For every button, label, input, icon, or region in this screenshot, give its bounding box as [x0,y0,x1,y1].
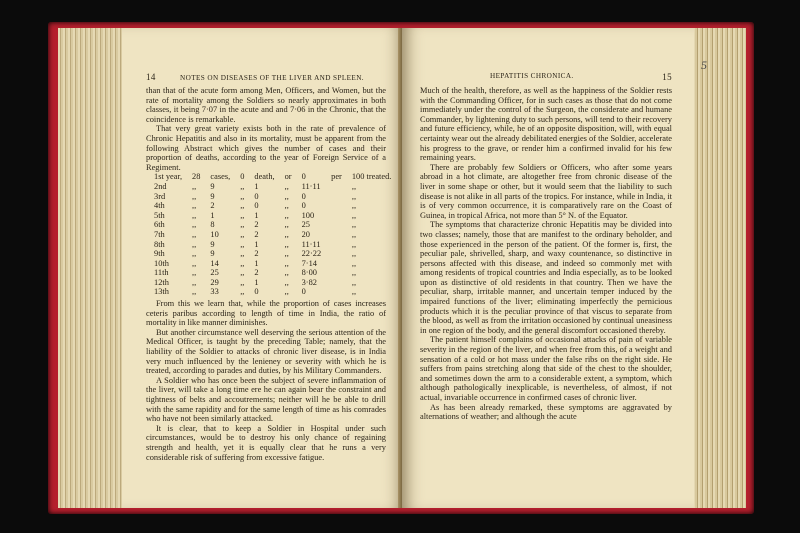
table-cell: ,, [192,181,197,191]
table-row [154,240,391,250]
table-cell: 100 [301,210,315,220]
table-cell: 7·14 [301,258,317,268]
table-cell: ,, [351,268,357,278]
table-cell: 3rd [154,191,166,201]
table-cell: ,, [351,277,357,287]
table-cell: 0 [254,201,259,211]
table-cell [321,278,342,288]
table-cell: ,, [351,210,357,220]
table-cell: 8th [154,239,165,249]
table-cell: ,, [284,268,289,278]
table-row [154,220,391,230]
paragraph: A Soldier who has once been the subject of severe inflammation of the liver, will take a long time ere he can again bear the constraint and tightness of belts and accoutrements; neither will he be able to drill with the same rapidity and for the same length of time as his comrades who have not been similarly attacked. [146,375,386,424]
table-cell: 9 [210,191,215,201]
table-cell: ,, [192,277,197,287]
paragraph: Much of the health, therefore, as well as the happiness of the Soldier rests with the Commanding Officer, for in such cases as those that do not come immediately under the control of the Surgeon, the considerate and humane Commander, by lightening duty to such persons, will tend to their recovery and future efficiency, while, he of an opposite disposition, will, with equal certainty wear out the already debilitated energies of the Soldier, accelerate his progress to the grave, or render him a confirmed invalid for his few remaining years. [420,86,672,163]
table-cell: 2nd [154,181,167,191]
left-head-title: NOTES ON DISEASES OF THE LIVER AND SPLEEN. [180,74,364,82]
left-page-number: 14 [146,72,156,82]
table-cell [321,192,342,202]
table-cell [321,182,342,192]
table-cell: 4th [154,201,165,211]
table-cell: 14 [210,258,219,268]
paragraph: As has been already remarked, these symptoms are aggravated by alternations of weather; and although the acute [420,402,672,422]
table-cell: ,, [351,191,357,201]
table-cell: 2 [254,229,259,239]
table-cell: 0 [301,191,306,201]
table-cell: 0 [301,287,306,297]
table-cell: ,, [351,249,357,259]
table-cell: or [284,172,292,182]
table-row [154,201,391,211]
table-cell: 25 [301,220,310,230]
table-cell: ,, [284,191,289,201]
table-cell: ,, [284,249,289,259]
table-cell: ,, [284,201,289,211]
table-cell: ,, [284,258,289,268]
table-cell: 1 [254,181,259,191]
table-cell: 0 [254,287,259,297]
left-running-head [146,72,386,82]
table-cell: 12th [154,277,169,287]
paragraph: than that of the acute form among Men, Officers, and Women, but the rate of mortality among the Soldiers so nearly approximates in both classes, it being 7·07 in the acute and and 7·06 in the Chronic, that the coincidence is remarkable. [146,86,386,124]
table-cell: 8·00 [301,268,317,278]
table-cell: 0 [254,191,259,201]
table-cell: ,, [351,229,357,239]
table-row [154,268,391,278]
table-row [154,259,391,269]
table-cell: ,, [240,181,245,191]
table-cell: ,, [351,258,357,268]
table-cell: ,, [192,268,197,278]
table-cell [321,287,342,297]
paragraph: But another circumstance well deserving the serious attention of the Medical Officer, is taught by the preceding Table; namely, that the liability of the Soldier to attacks of chronic liver disease, is in India very much influenced by the lenieney or severity with which he is treated, according to parades and duties, by his Military Commanders. [146,327,386,376]
table-cell: ,, [240,201,245,211]
table-cell: 28 [192,172,201,182]
table-cell: 5th [154,210,165,220]
table-cell: per [331,172,342,182]
table-cell: 6th [154,220,165,230]
left-body [146,86,392,462]
table-cell: 2 [254,268,259,278]
table-cell: ,, [351,287,357,297]
table-cell: ,, [240,239,245,249]
table-cell: ,, [284,287,289,297]
table-cell: death, [254,172,275,182]
table-cell: 1 [254,239,259,249]
table-cell: 1st year, [154,172,183,182]
paragraph: From this we learn that, while the proportion of cases increases ceteris paribus according to length of time in India, the ratio of mortality in like manner diminishes. [146,299,386,328]
table-cell: 9 [210,239,215,249]
table-row [154,230,391,240]
table-cell: 2 [254,249,259,259]
table-cell [321,249,342,259]
table-cell: ,, [240,191,245,201]
table-cell: ,, [192,210,197,220]
regiment-table [154,172,391,297]
right-head-title: HEPATITIS CHRONICA. [490,72,574,80]
table-cell: ,, [192,258,197,268]
table-cell: 0 [301,201,306,211]
table-cell [321,220,342,230]
table-cell: 11th [154,268,169,278]
table-cell: ,, [284,210,289,220]
table-cell: 13th [154,287,169,297]
table-cell: ,, [351,239,357,249]
table-cell: 7th [154,229,165,239]
table-cell: ,, [351,201,357,211]
table-cell: ,, [192,220,197,230]
table-cell: ,, [284,229,289,239]
table-cell: 2 [254,220,259,230]
table-row [154,287,391,297]
table-cell: 0 [240,172,245,182]
table-cell: ,, [240,287,245,297]
table-cell [321,240,342,250]
table-cell: 10 [210,229,219,239]
right-page [402,28,694,508]
table-cell: 2 [210,201,215,211]
table-cell: 3·82 [301,277,317,287]
table-cell: 22·22 [301,249,322,259]
table-cell: ,, [192,201,197,211]
table-cell [321,259,342,269]
right-page-number: 15 [662,72,672,82]
table-cell: 29 [210,277,219,287]
table-row [154,211,391,221]
table-cell: 20 [301,229,310,239]
table-row [154,278,391,288]
paragraph: It is clear, that to keep a Soldier in Hospital under such circumstances, would be to destroy his only chance of regaining strength and health, yet it is equally clear that he runs a very considerable risk of suffering from excessive fatigue. [146,423,386,462]
table-cell: ,, [240,210,245,220]
table-cell: 9 [210,249,215,259]
table-cell: 25 [210,268,219,278]
right-body [420,86,672,422]
page-edges-left [58,28,128,508]
table-row [154,182,391,192]
table-cell: ,, [284,220,289,230]
table-cell [321,230,342,240]
table-cell: 1 [254,210,259,220]
paragraph: That very great variety exists both in the rate of prevalence of Chronic Hepatitis and also in its mortality, must be apparent from the following Abstract which gives the number of cases and their proportion of deaths, according to the year of Foreign Service of a Regiment. [146,124,386,172]
table-cell: ,, [192,239,197,249]
table-cell: 9 [210,181,215,191]
table-cell [321,268,342,278]
table-cell: ,, [351,181,357,191]
right-running-head [420,72,672,82]
table-row [154,192,391,202]
table-cell: 8 [210,220,215,230]
table-cell: 9th [154,249,165,259]
table-cell: ,, [192,229,197,239]
table-cell: ,, [192,191,197,201]
table-cell: ,, [240,220,245,230]
table-cell: ,, [284,239,289,249]
table-cell: ,, [284,277,289,287]
table-cell: 33 [210,287,219,297]
table-cell: ,, [351,220,357,230]
table-cell: ,, [240,277,245,287]
table-cell: ,, [240,249,245,259]
table-cell: ,, [240,258,245,268]
table-cell: ,, [284,181,289,191]
table-row [154,249,391,259]
table-cell: ,, [240,268,245,278]
table-cell [321,201,342,211]
table-cell: ,, [192,287,197,297]
left-page [122,28,404,508]
table-cell: 11·11 [301,181,321,191]
table-cell: 1 [254,277,259,287]
margin-pencil-mark: 5 [701,58,707,72]
table-cell: 100 treated. [351,172,392,182]
paragraph: The symptoms that characterize chronic Hepatitis may be divided into two classes; namely, those that are manifest to the ordinary beholder, and those experienced in the person of the patient. Of the former is, first, the peculiar pale, shrivelled, sharp, and waxy countenance, so distinctive in persons affected with this disease, and indeed so commonly met with among residents of tropical countries and India especially, as to be looked upon as distinctive of old residents in that country. Then we have the peculiar, sharp, irritable manner, and uncertain temper induced by the impaired functions of the liver; eliminating imperfectly the pernicious products which it is the peculiar province of that viscus to separate from the blood, as well as from the irritation occasioned by continual uneasiness in one region of the body, and the general discomfort occasioned thereby. [420,220,672,335]
paragraph: The patient himself complains of occasional attacks of pain of variable severity in the region of the liver, and when free from this, of a weight and sensation of a cold or hot mass under the false ribs on the right side. He suffers from pains stretching along that side of the chest to the shoulder, and sometimes down the arm to a considerable extent, a symptom, which although pathologically inexplicable, is nevertheless, of almost, if not actual, invariable occurrence in confirmed cases of chronic liver. [420,335,672,402]
table-cell: 0 [301,172,306,182]
table-cell: ,, [240,229,245,239]
table-cell: 10th [154,258,169,268]
table-cell: ,, [192,249,197,259]
table-cell [321,211,342,221]
table-cell: 1 [254,258,259,268]
table-row [154,172,391,182]
table-cell: 11·11 [301,239,321,249]
paragraph: There are probably few Soldiers or Officers, who after some years abroad in a hot climate, are altogether free from chronic disease of the liver in some shape or other, but it would seem that the liability to such disease is not alike in all parts of the tropics. For instance, while in India, it is of very common occurrence, it is comparatively rare on the Coast of Guinea, in tropical Africa, not more than 5° N. of the Equator. [420,162,672,220]
table-cell: cases, [210,172,231,182]
page-edges-right [690,28,746,508]
table-cell: 1 [210,210,215,220]
